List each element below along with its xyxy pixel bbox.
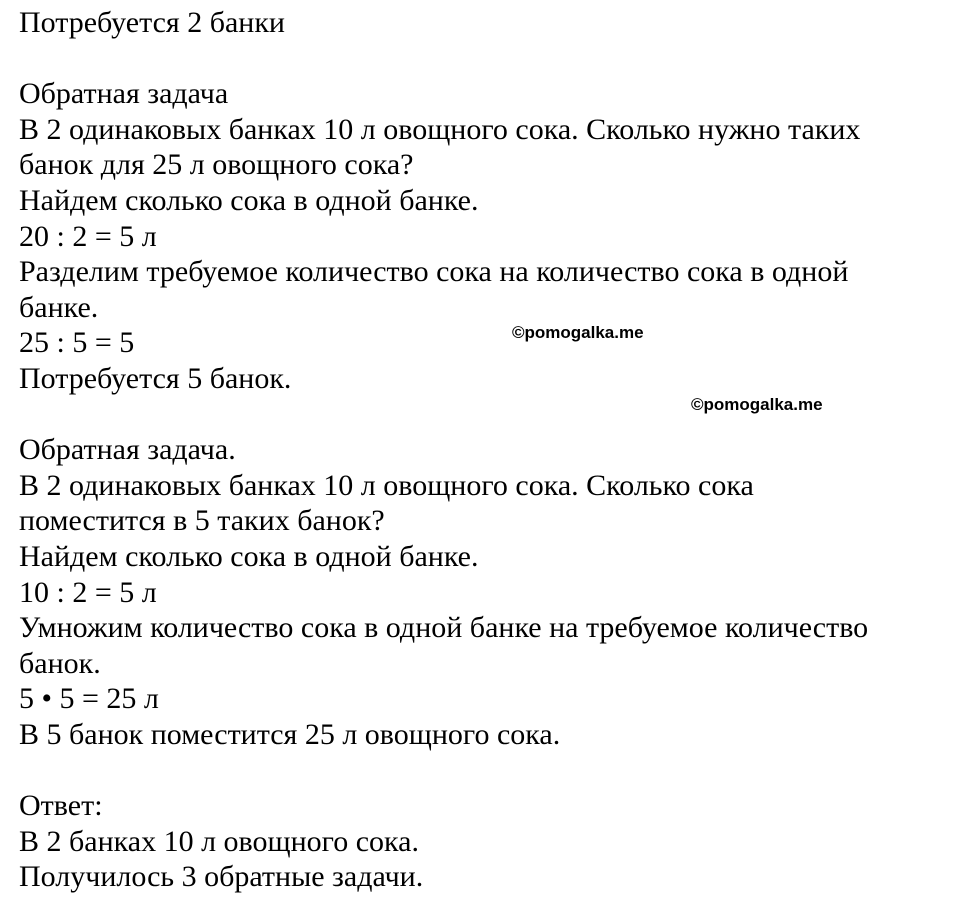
- text-line: 5 • 5 = 25 л: [19, 682, 159, 716]
- blank-line: [19, 752, 949, 788]
- text-line: Ответ:: [19, 789, 103, 823]
- text-line: поместится в 5 таких банок?: [19, 504, 385, 538]
- text-line: 20 : 2 = 5 л: [19, 219, 157, 253]
- text-line: 25 : 5 = 5: [19, 326, 135, 360]
- text-line: Получилось 3 обратные задачи.: [19, 860, 424, 894]
- text-line: В 5 банок поместится 25 л овощного сока.: [19, 717, 561, 751]
- text-line: банок для 25 л овощного сока?: [19, 148, 414, 182]
- text-line: В 2 банках 10 л овощного сока.: [19, 824, 419, 858]
- text-line: В 2 одинаковых банках 10 л овощного сока. Сколько сока: [19, 468, 754, 502]
- text-line: Умножим количество сока в одной банке на требуемое количество: [19, 611, 869, 645]
- text-line: 10 : 2 = 5 л: [19, 575, 157, 609]
- watermark: ©pomogalka.me: [512, 323, 644, 342]
- text-line: В 2 одинаковых банках 10 л овощного сока. Сколько нужно таких: [19, 112, 861, 146]
- watermark: ©pomogalka.me: [691, 395, 823, 414]
- text-line: Найдем сколько сока в одной банке.: [19, 183, 479, 217]
- text-line: Потребуется 5 банок.: [19, 361, 292, 395]
- blank-line: [19, 41, 949, 77]
- text-line: Найдем сколько сока в одной банке.: [19, 539, 479, 573]
- text-line: Разделим требуемое количество сока на количество сока в одной: [19, 255, 849, 289]
- text-line: Потребуется 2 банки: [19, 6, 285, 39]
- text-line: Обратная задача: [19, 77, 229, 111]
- solution-document: [19, 5, 949, 895]
- text-line: Обратная задача.: [19, 433, 236, 467]
- text-line: банке.: [19, 290, 99, 324]
- text-line: банок.: [19, 646, 101, 680]
